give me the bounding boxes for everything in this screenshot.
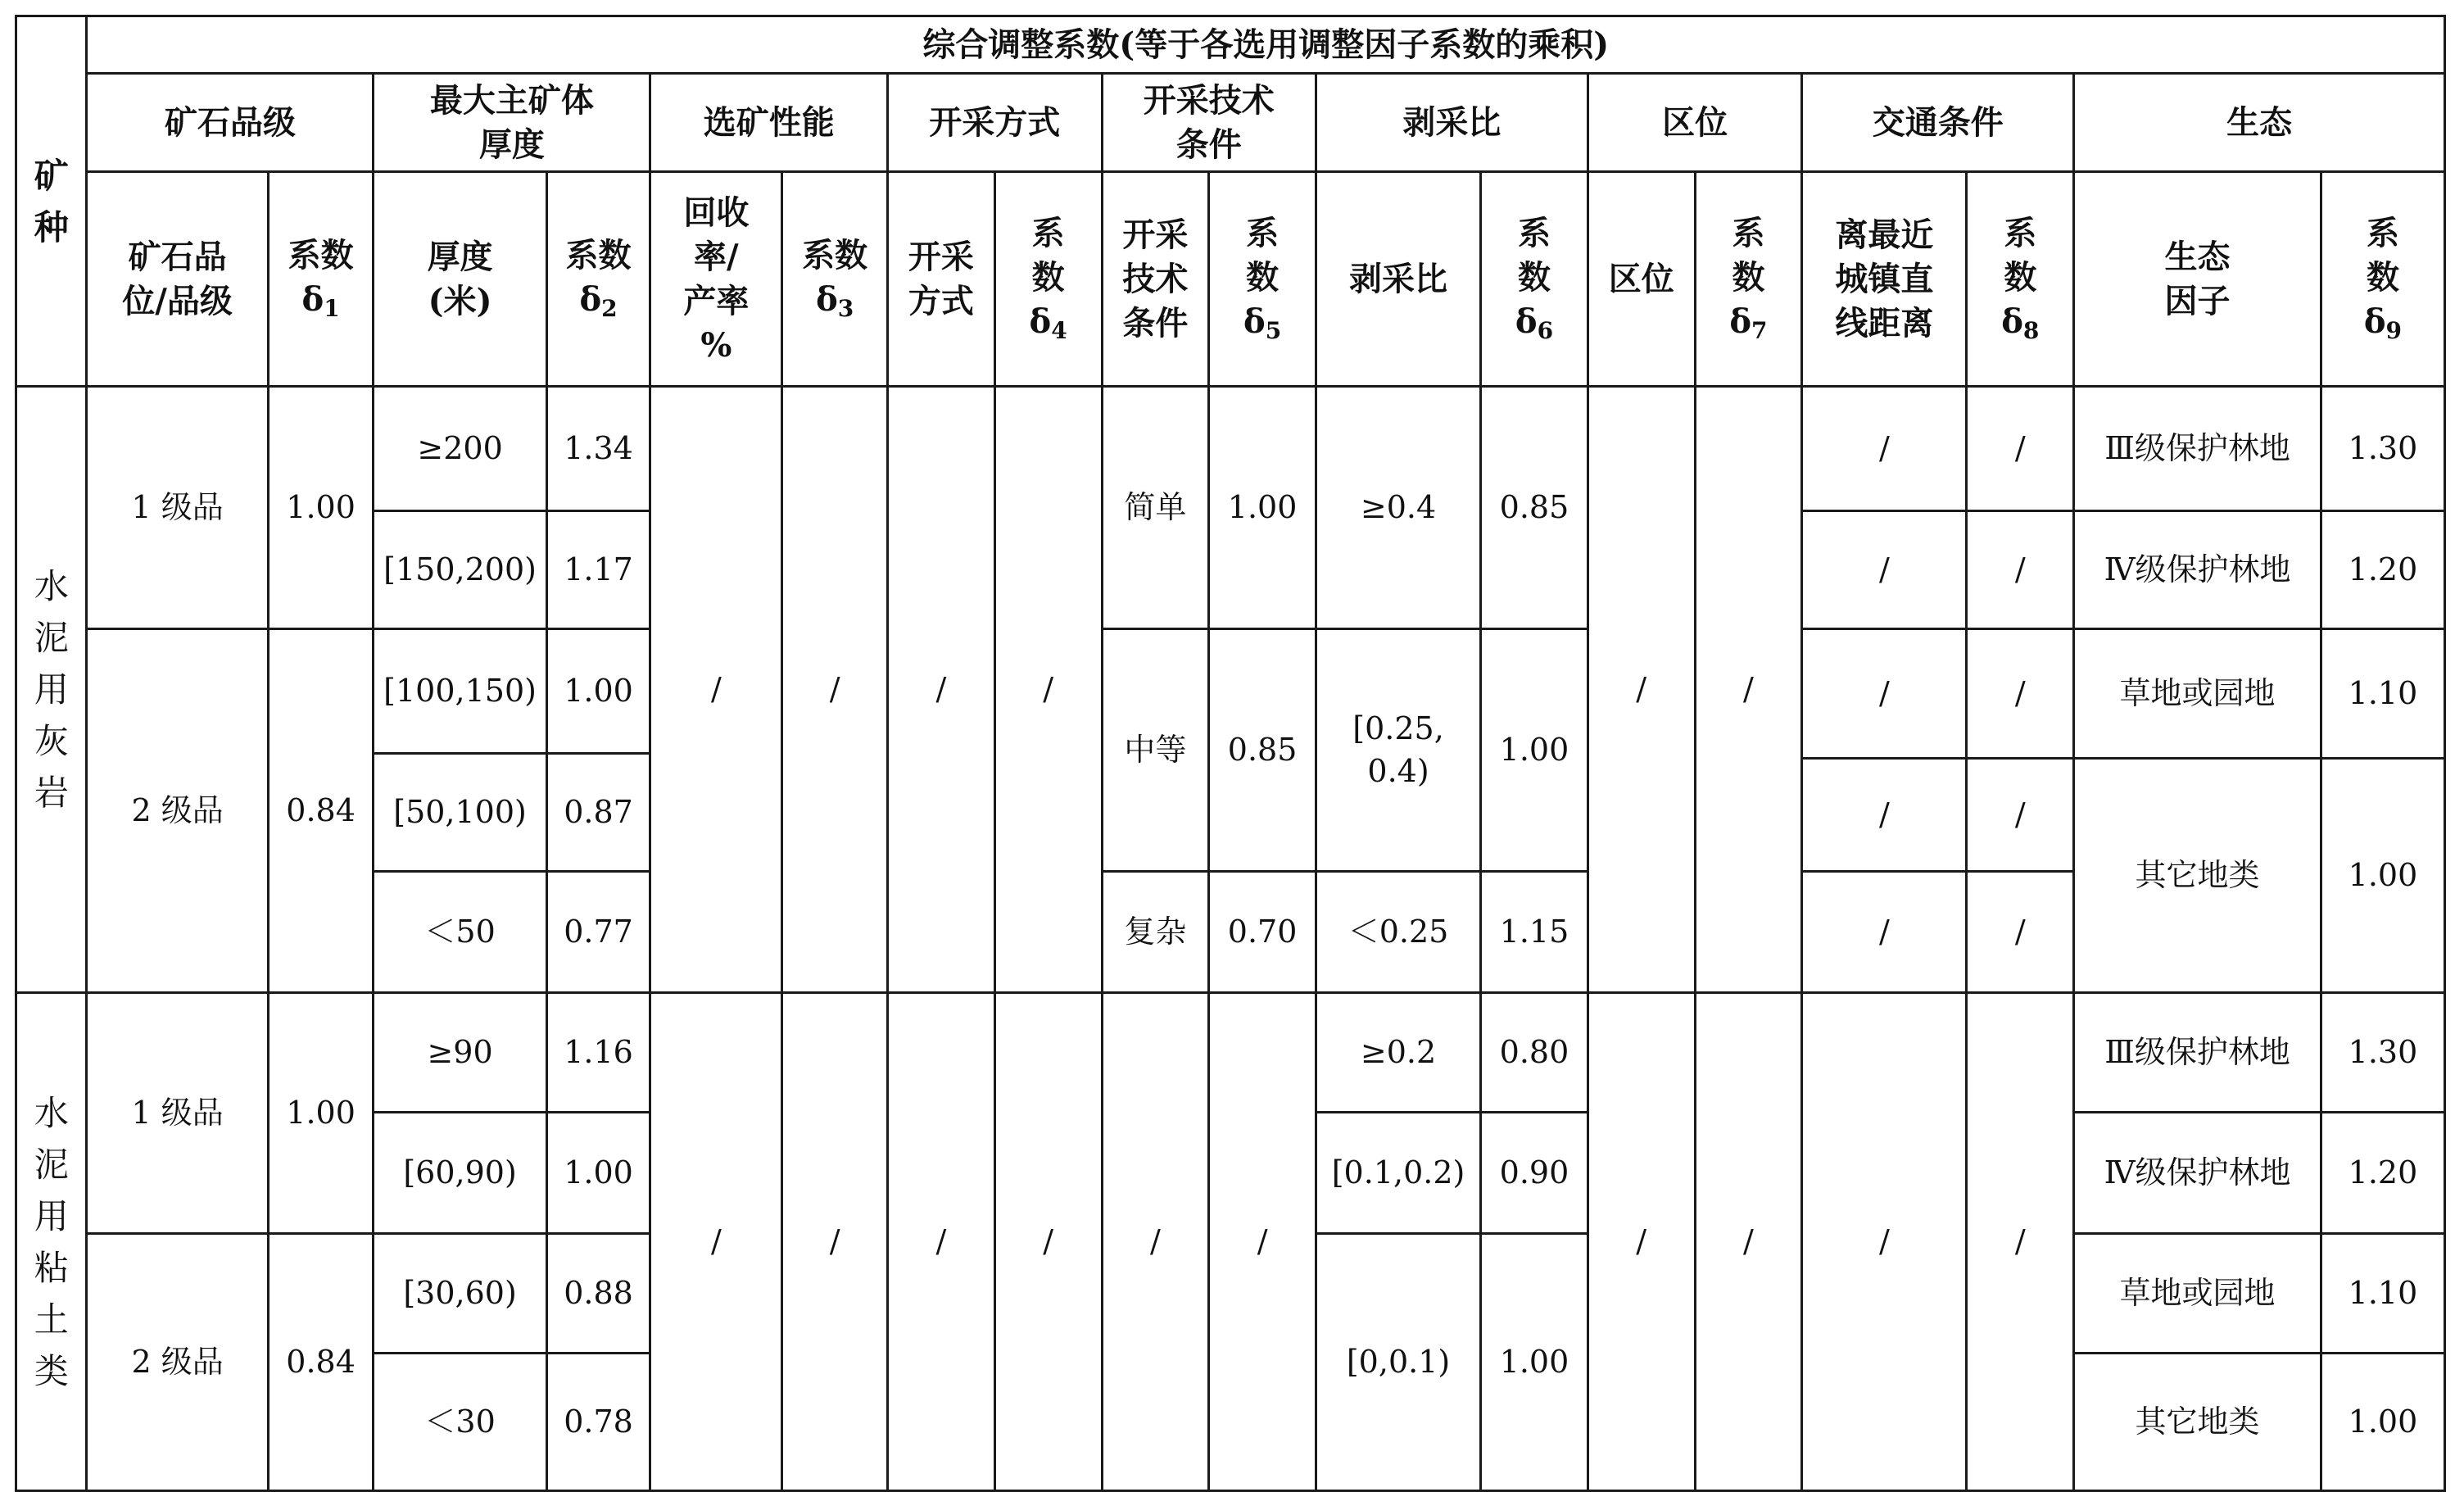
distance-coef-cell: / (1967, 387, 2074, 511)
thickness-cell: ≥200 (374, 387, 546, 511)
group-traffic: 交通条件 (1802, 74, 2074, 172)
distance-cell: / (1802, 511, 1967, 629)
group-mining-method: 开采方式 (888, 74, 1102, 172)
thickness-coef-cell: 0.77 (546, 872, 650, 993)
method-coef-cell: / (994, 993, 1102, 1491)
eco-coef-cell: 1.30 (2321, 993, 2444, 1113)
subheader-grade-item: 矿石品 位/品级 (87, 172, 268, 387)
tech-cell: 复杂 (1102, 872, 1209, 993)
adjustment-coefficient-table (15, 15, 2446, 1492)
eco-coef-cell: 1.20 (2321, 511, 2444, 629)
subheader-stripping-item: 剥采比 (1316, 172, 1480, 387)
tech-coef-cell: 1.00 (1209, 387, 1316, 629)
subheader-thickness-item: 厚度 (米) (374, 172, 546, 387)
thickness-coef-cell: 1.00 (546, 1113, 650, 1234)
group-location: 区位 (1588, 74, 1801, 172)
thickness-coef-cell: 1.00 (546, 629, 650, 754)
group-ecology: 生态 (2074, 74, 2445, 172)
eco-factor-cell: 草地或园地 (2074, 629, 2321, 759)
subheader-coef-d8: 系 数 $\delta_8$ (1967, 172, 2074, 387)
tech-coef-cell: / (1209, 993, 1316, 1491)
stripping-cell: [0.1,0.2) (1316, 1113, 1480, 1234)
tech-cell: / (1102, 993, 1209, 1491)
eco-factor-cell: Ⅳ级保护林地 (2074, 1113, 2321, 1234)
thickness-coef-cell: 1.17 (546, 511, 650, 629)
eco-coef-cell: 1.00 (2321, 1354, 2444, 1491)
stripping-cell: ＜0.25 (1316, 872, 1480, 993)
group-thickness: 最大主矿体 厚度 (374, 74, 650, 172)
distance-cell: / (1802, 629, 1967, 759)
recovery-cell: / (650, 993, 782, 1491)
stripping-coef-cell: 0.85 (1481, 387, 1588, 629)
stripping-coef-cell: 1.00 (1481, 1234, 1588, 1491)
subheader-eco-factor: 生态 因子 (2074, 172, 2321, 387)
group-mining-tech: 开采技术 条件 (1102, 74, 1316, 172)
recovery-coef-cell: / (782, 993, 888, 1491)
thickness-coef-cell: 1.34 (546, 387, 650, 511)
tech-coef-cell: 0.85 (1209, 629, 1316, 872)
grade-cell: 1 级品 (87, 387, 268, 629)
distance-coef-cell: / (1967, 629, 2074, 759)
distance-cell: / (1802, 872, 1967, 993)
grade-cell: 2 级品 (87, 629, 268, 993)
thickness-coef-cell: 0.87 (546, 754, 650, 872)
header-row-title (16, 16, 2445, 74)
stripping-coef-cell: 1.00 (1481, 629, 1588, 872)
eco-coef-cell: 1.00 (2321, 759, 2444, 993)
subheader-method: 开采 方式 (888, 172, 995, 387)
thickness-cell: [100,150) (374, 629, 546, 754)
subheader-coef-d7: 系 数 $\delta_7$ (1695, 172, 1802, 387)
grade-coef-cell: 1.00 (268, 993, 374, 1234)
method-coef-cell: / (994, 387, 1102, 993)
stripping-coef-cell: 1.15 (1481, 872, 1588, 993)
eco-factor-cell: 其它地类 (2074, 759, 2321, 993)
grade-cell: 1 级品 (87, 993, 268, 1234)
eco-factor-cell: Ⅳ级保护林地 (2074, 511, 2321, 629)
distance-cell: / (1802, 387, 1967, 511)
distance-coef-cell: / (1967, 872, 2074, 993)
mineral-name-clay: 水 泥 用 粘 土 类 (16, 993, 87, 1491)
subheader-coef-d4: 系 数 $\delta_4$ (994, 172, 1102, 387)
stripping-coef-cell: 0.90 (1481, 1113, 1588, 1234)
table-title: 综合调整系数(等于各选用调整因子系数的乘积) (87, 16, 2445, 74)
eco-coef-cell: 1.20 (2321, 1113, 2444, 1234)
thickness-coef-cell: 0.88 (546, 1234, 650, 1354)
tech-cell: 中等 (1102, 629, 1209, 872)
eco-coef-cell: 1.10 (2321, 629, 2444, 759)
stripping-cell: [0,0.1) (1316, 1234, 1480, 1491)
header-row-groups (16, 74, 2445, 172)
header-row-subheaders (16, 172, 2445, 387)
subheader-coef-d9: 系 数 $\delta_9$ (2321, 172, 2444, 387)
eco-factor-cell: Ⅲ级保护林地 (2074, 387, 2321, 511)
subheader-recovery: 回收 率/ 产率 % (650, 172, 782, 387)
stripping-cell: [0.25, 0.4) (1316, 629, 1480, 872)
subheader-coef-d2: 系数 $\delta_2$ (546, 172, 650, 387)
mineral-type-header: 矿 种 (16, 16, 87, 387)
distance-coef-cell: / (1967, 993, 2074, 1491)
subheader-coef-d5: 系 数 $\delta_5$ (1209, 172, 1316, 387)
thickness-cell: [150,200) (374, 511, 546, 629)
tech-coef-cell: 0.70 (1209, 872, 1316, 993)
eco-factor-cell: 其它地类 (2074, 1354, 2321, 1491)
eco-coef-cell: 1.10 (2321, 1234, 2444, 1354)
location-coef-cell: / (1695, 993, 1802, 1491)
stripping-cell: ≥0.4 (1316, 387, 1480, 629)
method-cell: / (888, 993, 995, 1491)
thickness-cell: [30,60) (374, 1234, 546, 1354)
stripping-cell: ≥0.2 (1316, 993, 1480, 1113)
location-cell: / (1588, 993, 1695, 1491)
eco-factor-cell: 草地或园地 (2074, 1234, 2321, 1354)
thickness-cell: ≥90 (374, 993, 546, 1113)
subheader-location-item: 区位 (1588, 172, 1695, 387)
table-row (16, 387, 2445, 511)
thickness-cell: [50,100) (374, 754, 546, 872)
subheader-coef-d3: 系数 $\delta_3$ (782, 172, 888, 387)
location-cell: / (1588, 387, 1695, 993)
grade-coef-cell: 0.84 (268, 629, 374, 993)
distance-cell: / (1802, 759, 1967, 872)
subheader-coef-d1: 系数 $\delta_1$ (268, 172, 374, 387)
subheader-distance: 离最近 城镇直 线距离 (1802, 172, 1967, 387)
distance-cell: / (1802, 993, 1967, 1491)
table-row (16, 629, 2445, 754)
recovery-coef-cell: / (782, 387, 888, 993)
subheader-tech: 开采 技术 条件 (1102, 172, 1209, 387)
eco-coef-cell: 1.30 (2321, 387, 2444, 511)
coefficient-table-container (15, 15, 2446, 1457)
eco-factor-cell: Ⅲ级保护林地 (2074, 993, 2321, 1113)
table-row (16, 993, 2445, 1113)
distance-coef-cell: / (1967, 511, 2074, 629)
method-cell: / (888, 387, 995, 993)
group-beneficiation: 选矿性能 (650, 74, 888, 172)
thickness-cell: ＜30 (374, 1354, 546, 1491)
recovery-cell: / (650, 387, 782, 993)
subheader-coef-d6: 系 数 $\delta_6$ (1481, 172, 1588, 387)
thickness-coef-cell: 0.78 (546, 1354, 650, 1491)
location-coef-cell: / (1695, 387, 1802, 993)
thickness-cell: [60,90) (374, 1113, 546, 1234)
thickness-coef-cell: 1.16 (546, 993, 650, 1113)
grade-coef-cell: 0.84 (268, 1234, 374, 1491)
grade-cell: 2 级品 (87, 1234, 268, 1491)
thickness-cell: ＜50 (374, 872, 546, 993)
group-grade: 矿石品级 (87, 74, 374, 172)
tech-cell: 简单 (1102, 387, 1209, 629)
mineral-name-limestone: 水 泥 用 灰 岩 (16, 387, 87, 993)
distance-coef-cell: / (1967, 759, 2074, 872)
grade-coef-cell: 1.00 (268, 387, 374, 629)
group-stripping: 剥采比 (1316, 74, 1588, 172)
stripping-coef-cell: 0.80 (1481, 993, 1588, 1113)
